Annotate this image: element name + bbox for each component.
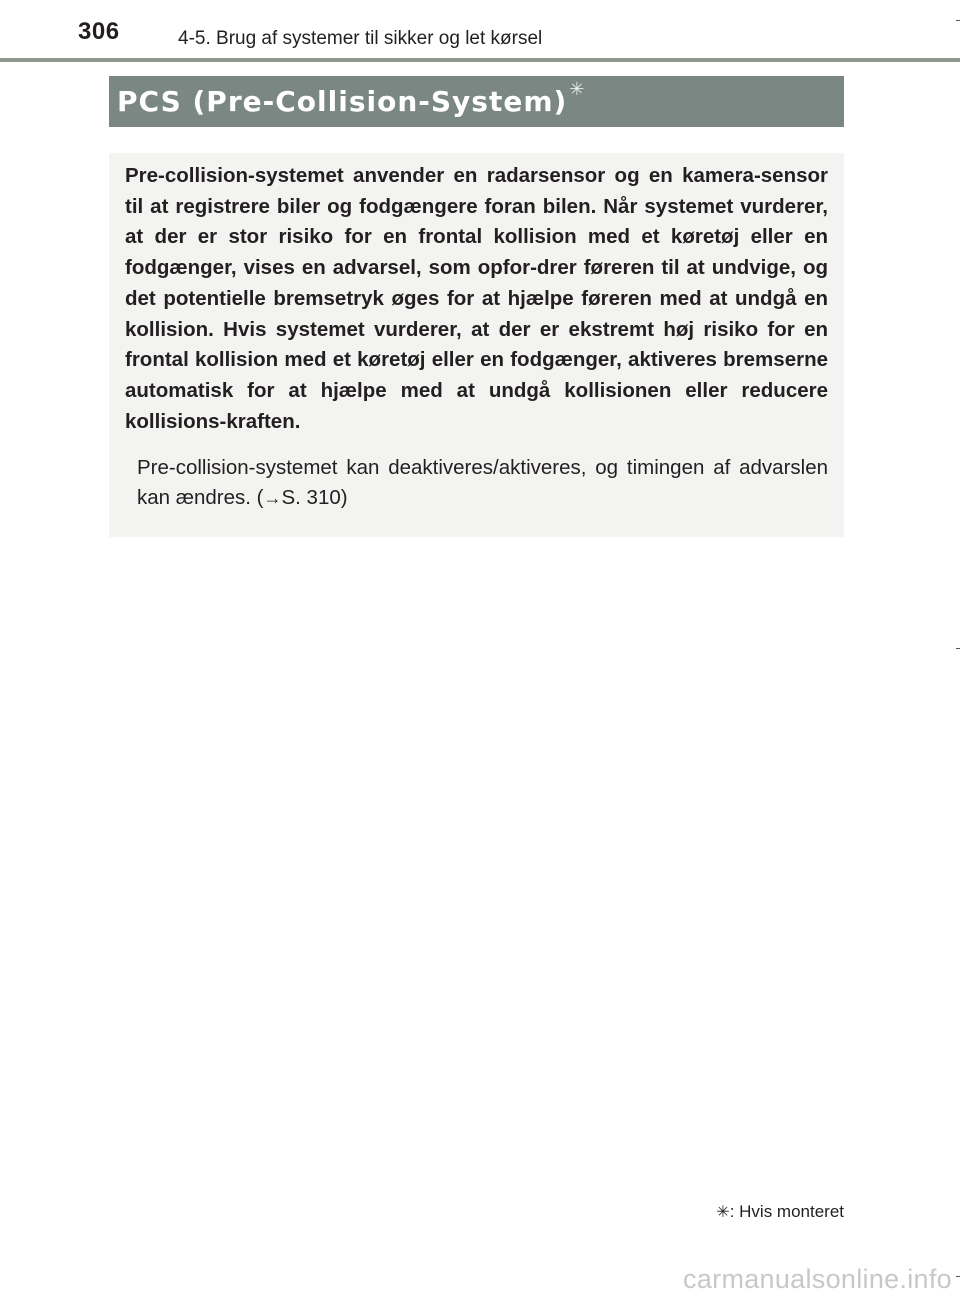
page-number: 306 (78, 18, 120, 45)
section-title: PCS (Pre-Collision-System) (117, 85, 568, 118)
intro-note-text: Pre-collision-systemet kan deaktiveres/aktiveres, og timingen af advarslen kan ændres. ( (137, 456, 828, 510)
page-reference-link[interactable]: S. 310) (281, 486, 348, 510)
intro-note (137, 453, 828, 513)
watermark: carmanualsonline.info (683, 1264, 952, 1294)
intro-paragraph: Pre-collision-systemet anvender en radarsensor og en kamera-sensor til at registrere biler og fodgængere foran bilen. Når systemet vurderer, at der er stor risiko for en frontal kollision med et køretøj eller en fodgænger, vises en advarsel, som opfor-drer føreren til at undvige, og det potentielle bremsetryk øges for at hjælpe føreren med at undgå en kollision. Hvis systemet vurderer, at der er ekstremt høj risiko for en frontal kollision med et køretøj eller en fodgænger, aktiveres bremserne automatisk for at hjælpe med at undgå kollisionen eller reducere kollisions-kraften. (125, 164, 828, 433)
footnote-text: : Hvis monteret (729, 1202, 844, 1221)
section-title-bar (109, 76, 844, 127)
running-header: 4-5. Brug af systemer til sikker og let kørsel (178, 28, 543, 49)
asterisk-icon: ✳ (716, 1204, 730, 1221)
arrow-right-icon: → (263, 488, 282, 509)
asterisk-icon: ✳ (569, 79, 585, 99)
header-rule (0, 58, 960, 62)
intro-box (109, 153, 844, 537)
footnote (716, 1202, 844, 1222)
crop-mark (956, 20, 960, 21)
crop-mark (956, 648, 960, 649)
crop-mark (956, 1276, 960, 1277)
